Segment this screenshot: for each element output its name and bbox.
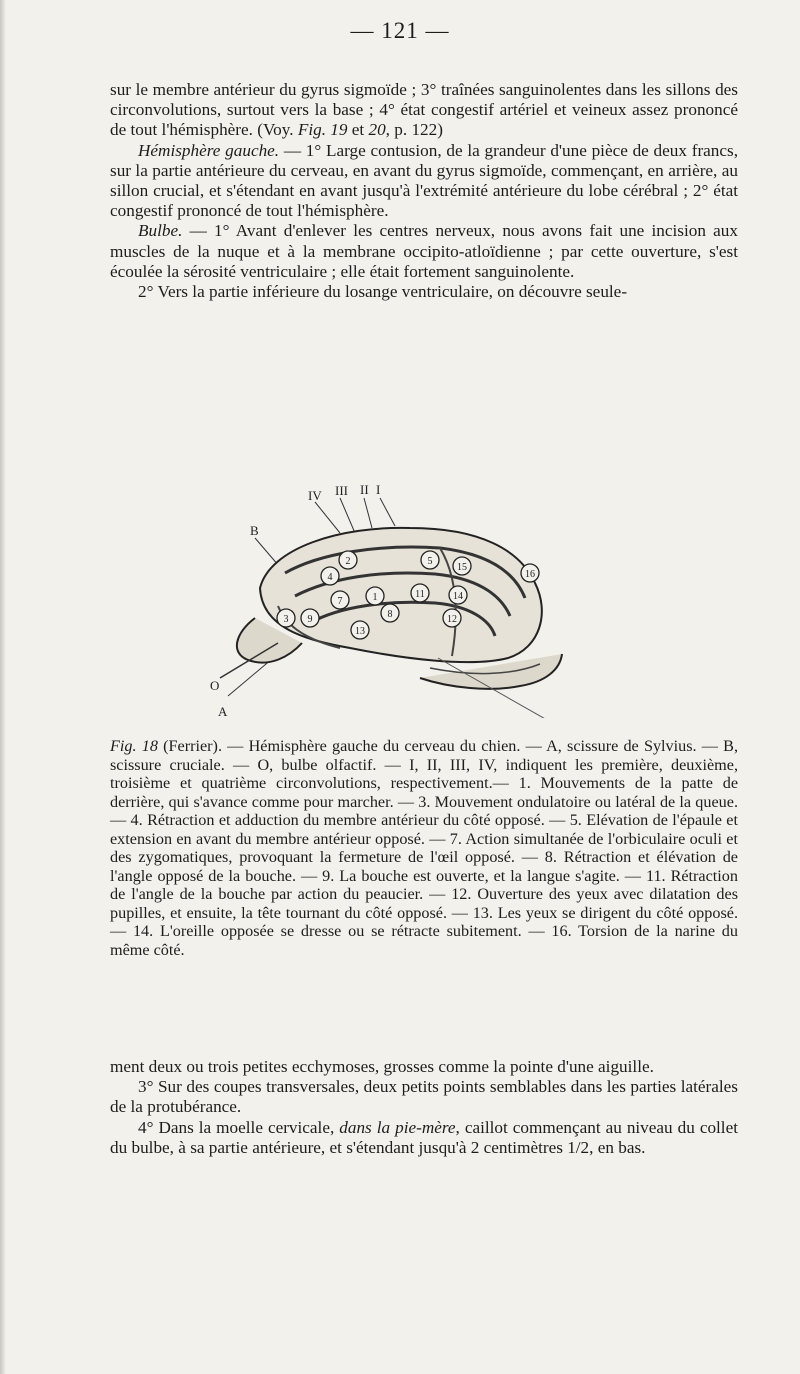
paragraph-protuberance: 3° Sur des coupes transversales, deux petits points semblables dans les parties latérales de la protubérance. xyxy=(110,1077,738,1117)
area-number: 14 xyxy=(453,591,463,602)
paragraph-text: sur le membre antérieur du gyrus sigmoïde ; 3° traînées sanguinolentes dans les sillons des circonvolutions, surtout vers la base ; 4° état congestif artériel et veineux assez prononcé de tout l'hémisphère. (Voy. xyxy=(110,80,738,140)
page-number: — 121 — xyxy=(350,18,450,43)
brain-hemisphere-shape xyxy=(220,528,570,718)
area-number: 9 xyxy=(307,614,313,625)
label-a: A xyxy=(218,704,228,718)
caption-figure-label: Fig. 18 xyxy=(110,737,158,755)
area-number: 7 xyxy=(337,596,343,607)
area-number: 12 xyxy=(447,614,457,625)
paragraph-text: , p. 122) xyxy=(385,120,443,140)
paragraph-text: et xyxy=(347,120,369,140)
area-number: 8 xyxy=(387,609,393,620)
paragraph-left-hemisphere xyxy=(110,141,738,222)
figure-reference: 20 xyxy=(368,120,386,140)
label-iv: IV xyxy=(308,488,322,503)
brain-figure xyxy=(190,478,610,718)
label-i: I xyxy=(376,482,381,497)
area-number: 15 xyxy=(457,562,467,573)
paragraph-text: 4° Dans la moelle cervicale, xyxy=(138,1117,340,1137)
paragraph-text: — 1° Avant d'enlever les centres nerveux, nous avons fait une incision aux muscles de la nuque et à la membrane occipito-atloïdienne ; par cette ouverture, s'est écoulée la sérosité ventriculaire ; elle était fortement sanguinolente. xyxy=(110,221,738,281)
paragraph-bulb xyxy=(110,221,738,282)
top-text-block xyxy=(110,80,738,302)
page-edge-shadow xyxy=(0,0,6,1374)
caption-body: (Ferrier). — Hémisphère gauche du cerveau du chien. — A, scissure de Sylvius. — B, scissure cruciale. — O, bulbe olfactif. — I, II, III, IV, indiquent les première, deuxième, troisième et quatrième circonvolutions, respectivement.— 1. Mouvements de la patte de derrière, qui s'avance comme pour marcher. — 3. Mouvement ondulatoire ou latéral de la queue. — 4. Rétraction et adduction du membre antérieur du côté opposé. — 5. Elévation de l'épaule et extension en avant du membre antérieur opposé. — 7. Action simultanée de l'orbiculaire oculi et des zygomatiques, provoquant la fermeture de l'œil opposé. — 8. Rétraction et élévation de l'angle opposé de la bouche. — 9. La bouche est ouverte, et la langue s'agite. — 11. Rétraction de l'angle de la bouche par action du peaucier. — 12. Ouverture des yeux avec dilatation des pupilles, et ensuite, la tête tournant du côté opposé. — 13. Les yeux se dirigent du côté opposé. — 14. L'oreille opposée se dresse ou se rétracte subitement. — 16. Torsion de la narine du même côté. xyxy=(110,737,738,959)
paragraph-text: , caillot commençant au niveau du collet du bulbe, à sa partie antérieure, et s'étendant jusqu'à 2 centimètres 1/2, en bas. xyxy=(110,1117,738,1157)
paragraph-text: — 1° Large contusion, de la grandeur d'une pièce de deux francs, sur la partie antérieure du cerveau, en avant du gyrus sigmoïde, commençant, en arrière, au sillon crucial, et s'étendant en avant jusqu'à l'extrémité antérieure du lobe cérébral ; 2° état congestif prononcé de tout l'hémisphère. xyxy=(110,140,738,221)
paragraph-cervical-cord xyxy=(110,1118,738,1158)
bottom-text-block xyxy=(110,1057,738,1158)
area-number: 2 xyxy=(345,556,351,567)
caption-text xyxy=(110,737,738,959)
label-o: O xyxy=(210,678,220,693)
area-number: 3 xyxy=(283,614,289,625)
italic-term: dans la pie-mère xyxy=(339,1117,456,1137)
paragraph-continuation xyxy=(110,80,738,141)
section-heading: Hémisphère gauche. xyxy=(138,140,280,160)
area-number: 16 xyxy=(525,569,535,580)
area-number: 1 xyxy=(372,592,378,603)
area-number: 4 xyxy=(327,572,333,583)
area-number: 13 xyxy=(355,626,365,637)
label-iii: III xyxy=(335,483,348,498)
figure-reference: Fig. 19 xyxy=(297,120,348,140)
label-ii: II xyxy=(360,482,369,497)
figure-caption xyxy=(110,737,738,959)
paragraph-ecchymoses: ment deux ou trois petites ecchymoses, grosses comme la pointe d'une aiguille. xyxy=(110,1057,654,1076)
brain-illustration xyxy=(190,478,610,718)
label-b: B xyxy=(250,523,259,538)
paragraph-ventricle: 2° Vers la partie inférieure du losange ventriculaire, on découvre seule- xyxy=(138,282,628,302)
area-number: 11 xyxy=(415,589,425,600)
area-number: 5 xyxy=(427,556,433,567)
section-heading: Bulbe. xyxy=(138,221,183,241)
